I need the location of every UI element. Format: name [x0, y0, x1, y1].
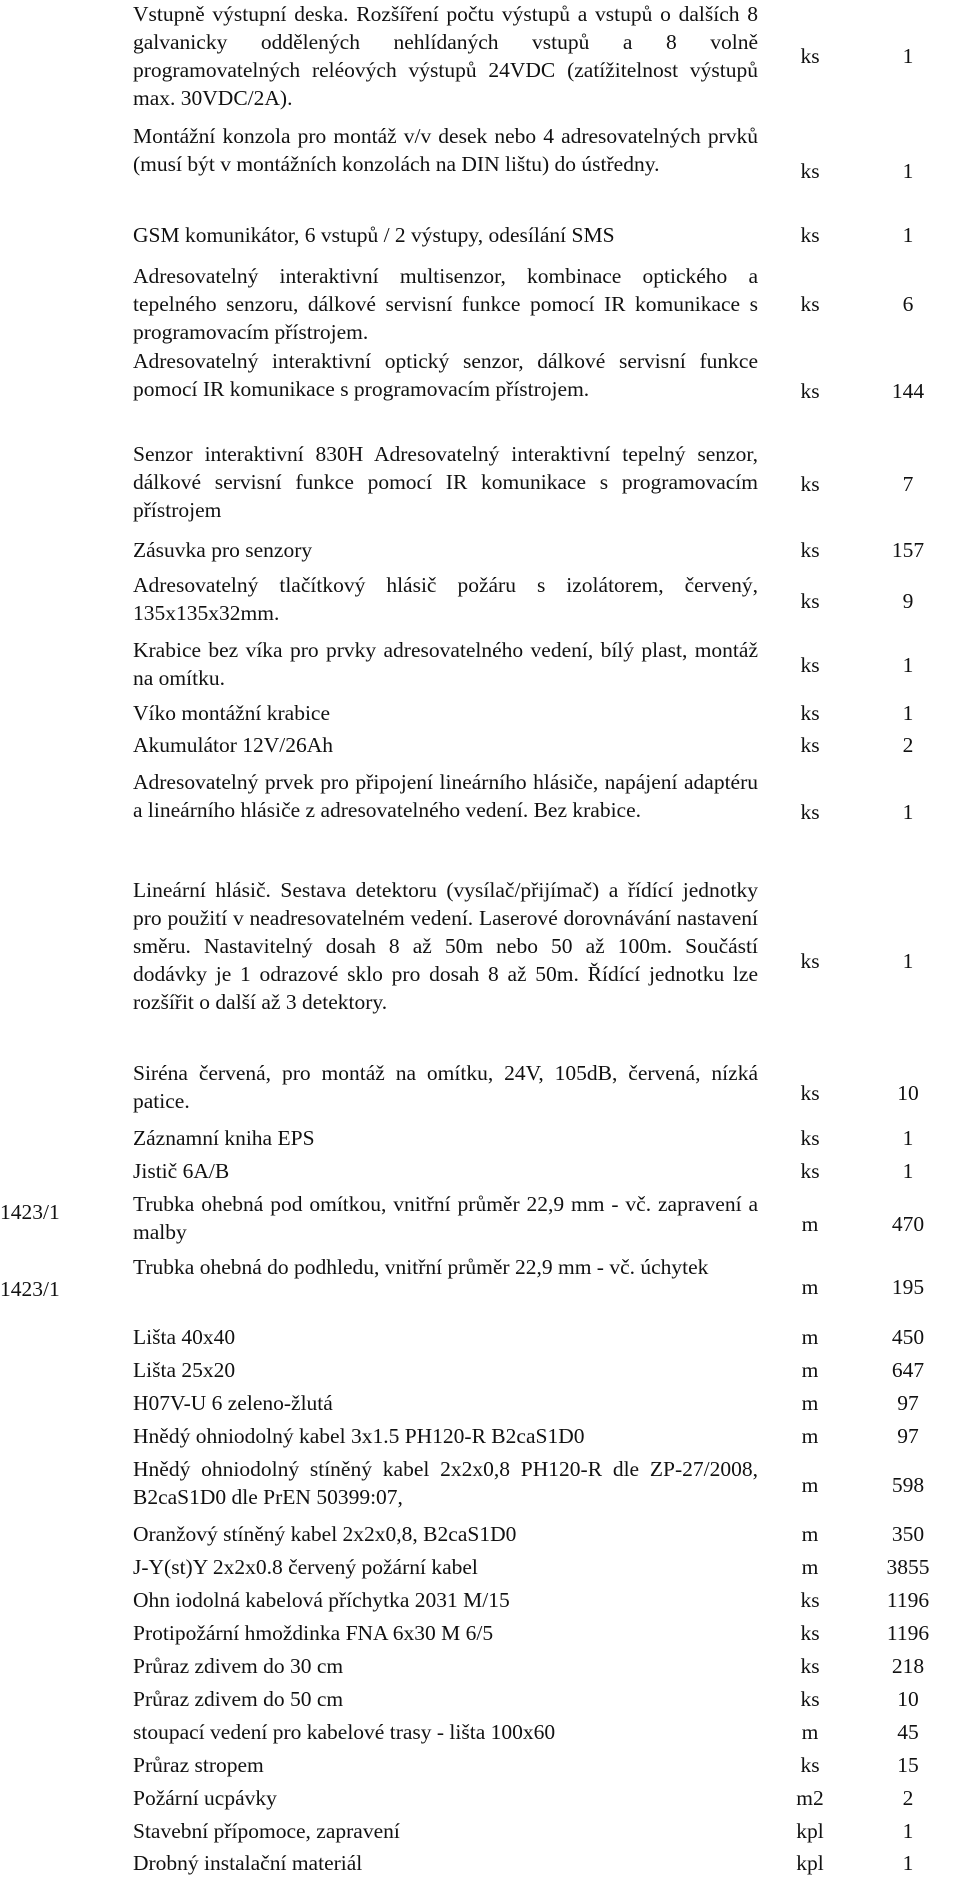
table-row: [0, 571, 960, 627]
item-quantity: 598: [891, 1473, 925, 1497]
table-row: [0, 1124, 960, 1154]
table-row: [0, 1553, 960, 1583]
table-row: [0, 1520, 960, 1550]
item-unit: ks: [800, 44, 820, 68]
item-description: Hnědý ohniodolný kabel 3x1.5 PH120-R B2caS1D0: [133, 1424, 585, 1448]
item-description: Krabice bez víka pro prvky adresovatelného vedení, bílý plast, montáž na omítku.: [133, 638, 758, 690]
table-row: [0, 122, 960, 206]
item-quantity: 1: [902, 701, 914, 725]
item-description: H07V-U 6 zeleno-žlutá: [133, 1391, 333, 1415]
table-row: [0, 1718, 960, 1748]
item-unit: ks: [800, 1687, 820, 1711]
table-row: [0, 1652, 960, 1682]
table-row: [0, 221, 960, 251]
table-row: [0, 0, 960, 110]
table-row: [0, 1059, 960, 1115]
item-description: Oranžový stíněný kabel 2x2x0,8, B2caS1D0: [133, 1522, 517, 1546]
table-row: [0, 1619, 960, 1649]
item-description: Protipožární hmoždinka FNA 6x30 M 6/5: [133, 1621, 494, 1645]
item-description: Adresovatelný interaktivní optický senzor, dálkové servisní funkce pomocí IR komunikace s programovacím přístrojem.: [133, 349, 758, 401]
table-row: [0, 1157, 960, 1187]
item-unit: m: [801, 1555, 819, 1579]
table-row: [0, 536, 960, 566]
item-quantity: 1: [902, 223, 914, 247]
item-quantity: 2: [902, 1786, 914, 1810]
table-row: [0, 731, 960, 761]
item-quantity: 1: [902, 653, 914, 677]
item-quantity: 10: [897, 1687, 919, 1711]
item-unit: m2: [796, 1786, 824, 1810]
item-quantity: 6: [902, 292, 914, 316]
table-row: [0, 1784, 960, 1814]
item-quantity: 350: [891, 1522, 925, 1546]
item-unit: m: [801, 1358, 819, 1382]
item-unit: kpl: [796, 1819, 824, 1843]
item-quantity: 1196: [886, 1588, 930, 1612]
item-quantity: 45: [897, 1720, 919, 1744]
item-unit: ks: [800, 292, 820, 316]
item-quantity: 157: [891, 538, 925, 562]
item-quantity: 7: [902, 472, 914, 496]
item-description: Jistič 6A/B: [133, 1159, 230, 1183]
table-row: [0, 1685, 960, 1715]
table-row: [0, 1586, 960, 1616]
item-description: Trubka ohebná pod omítkou, vnitřní průměr 22,9 mm - vč. zapravení a malby: [133, 1192, 758, 1244]
item-description: J-Y(st)Y 2x2x0.8 červený požární kabel: [133, 1555, 478, 1579]
table-row: [0, 876, 960, 1044]
item-quantity: 1: [902, 159, 914, 183]
item-description: Lišta 25x20: [133, 1358, 236, 1382]
item-quantity: 2: [902, 733, 914, 757]
item-unit: ks: [800, 1081, 820, 1105]
item-unit: ks: [800, 1126, 820, 1150]
table-row: [0, 1253, 960, 1309]
item-unit: ks: [800, 223, 820, 247]
item-quantity: 218: [891, 1654, 925, 1678]
table-row: [0, 1356, 960, 1386]
item-description: Průraz stropem: [133, 1753, 264, 1777]
item-description: Záznamní kniha EPS: [133, 1126, 315, 1150]
item-quantity: 1: [902, 800, 914, 824]
table-row: [0, 1389, 960, 1419]
item-quantity: 10: [897, 1081, 919, 1105]
item-unit: m: [801, 1391, 819, 1415]
item-description: Vstupně výstupní deska. Rozšíření počtu výstupů a vstupů o dalších 8 galvanicky oddělených nehlídaných vstupů a 8 volně programovatelných reléových výstupů 24VDC (zatížitelnost výstupů max. 30VDC/2A).: [133, 2, 758, 110]
item-unit: ks: [800, 1588, 820, 1612]
item-description: Zásuvka pro senzory: [133, 538, 313, 562]
item-unit: ks: [800, 733, 820, 757]
item-description: Lineární hlásič. Sestava detektoru (vysílač/přijímač) a řídící jednotky pro použití v neadresovatelném vedení. Laserové dorovnávání nastavení směru. Nastavitelný dosah 8 až 50m nebo 50 až 100m. Součástí dodávky je 1 odrazové sklo pro dosah 8 až 50m. Řídící jednotku lze rozšířit o další až 3 detektory.: [133, 878, 758, 1014]
table-row: [0, 636, 960, 692]
item-quantity: 1: [902, 949, 914, 973]
item-unit: ks: [800, 701, 820, 725]
table-row: [0, 1455, 960, 1511]
table-row: [0, 1422, 960, 1452]
item-unit: kpl: [796, 1851, 824, 1875]
item-description: Lišta 40x40: [133, 1325, 236, 1349]
item-description: Adresovatelný tlačítkový hlásič požáru s izolátorem, červený, 135x135x32mm.: [133, 573, 758, 625]
table-row: [0, 347, 960, 431]
item-unit: ks: [800, 589, 820, 613]
item-unit: m: [801, 1473, 819, 1497]
item-description: Požární ucpávky: [133, 1786, 277, 1810]
item-description: GSM komunikátor, 6 vstupů / 2 výstupy, odesílání SMS: [133, 223, 615, 247]
item-quantity: 15: [897, 1753, 919, 1777]
item-description: Víko montážní krabice: [133, 701, 331, 725]
table-row: [0, 1849, 960, 1877]
item-quantity: 9: [902, 589, 914, 613]
item-quantity: 1: [902, 44, 914, 68]
item-unit: ks: [800, 1159, 820, 1183]
table-row: [0, 699, 960, 729]
item-description: stoupací vedení pro kabelové trasy - lišta 100x60: [133, 1720, 556, 1744]
item-quantity: 3855: [886, 1555, 930, 1579]
item-unit: ks: [800, 653, 820, 677]
item-description: Akumulátor 12V/26Ah: [133, 733, 334, 757]
item-quantity: 1: [902, 1159, 914, 1183]
item-description: Stavební přípomoce, zapravení: [133, 1819, 400, 1843]
item-quantity: 1: [902, 1819, 914, 1843]
item-quantity: 1: [902, 1126, 914, 1150]
item-quantity: 144: [891, 379, 925, 403]
item-unit: ks: [800, 1621, 820, 1645]
item-quantity: 1196: [886, 1621, 930, 1645]
item-quantity: 97: [897, 1391, 919, 1415]
item-description: Senzor interaktivní 830H Adresovatelný interaktivní tepelný senzor, dálkové servisní funkce pomocí IR komunikace s programovacím přístrojem: [133, 442, 758, 522]
item-unit: ks: [800, 159, 820, 183]
item-quantity: 1: [902, 1851, 914, 1875]
item-unit: m: [801, 1325, 819, 1349]
table-row: [0, 1323, 960, 1353]
item-quantity: 450: [891, 1325, 925, 1349]
item-unit: m: [801, 1212, 819, 1236]
item-description: Adresovatelný interaktivní multisenzor, kombinace optického a tepelného senzoru, dálkové servisní funkce pomocí IR komunikace s programovacím přístrojem.: [133, 264, 758, 344]
item-unit: ks: [800, 538, 820, 562]
item-unit: m: [801, 1720, 819, 1744]
table-row: [0, 1190, 960, 1246]
table-row: [0, 440, 960, 524]
item-quantity: 97: [897, 1424, 919, 1448]
item-unit: ks: [800, 1753, 820, 1777]
item-description: Průraz zdivem do 30 cm: [133, 1654, 344, 1678]
item-unit: ks: [800, 800, 820, 824]
item-quantity: 195: [891, 1275, 925, 1299]
item-unit: m: [801, 1522, 819, 1546]
item-unit: m: [801, 1424, 819, 1448]
item-description: Drobný instalační materiál: [133, 1851, 363, 1875]
item-description: Trubka ohebná do podhledu, vnitřní průměr 22,9 mm - vč. úchytek: [133, 1255, 709, 1279]
item-code: 1423/1: [0, 1277, 60, 1301]
table-row: [0, 1751, 960, 1781]
item-quantity: 647: [891, 1358, 925, 1382]
item-quantity: 470: [891, 1212, 925, 1236]
item-unit: ks: [800, 949, 820, 973]
table-row: [0, 768, 960, 852]
item-description: Montážní konzola pro montáž v/v desek nebo 4 adresovatelných prvků (musí být v montážních konzolách na DIN lištu) do ústředny.: [133, 124, 758, 176]
item-unit: m: [801, 1275, 819, 1299]
table-row: [0, 1817, 960, 1847]
item-description: Adresovatelný prvek pro připojení lineárního hlásiče, napájení adaptéru a lineárního hlásiče z adresovatelného vedení. Bez krabice.: [133, 770, 758, 822]
item-unit: ks: [800, 1654, 820, 1678]
table-row: [0, 262, 960, 346]
item-description: Ohn iodolná kabelová příchytka 2031 M/15: [133, 1588, 510, 1612]
item-description: Siréna červená, pro montáž na omítku, 24V, 105dB, červená, nízká patice.: [133, 1061, 758, 1113]
item-code: 1423/1: [0, 1200, 60, 1224]
item-unit: ks: [800, 472, 820, 496]
item-description: Průraz zdivem do 50 cm: [133, 1687, 344, 1711]
item-description: Hnědý ohniodolný stíněný kabel 2x2x0,8 PH120-R dle ZP-27/2008, B2caS1D0 dle PrEN 50399:07,: [133, 1457, 758, 1509]
item-unit: ks: [800, 379, 820, 403]
